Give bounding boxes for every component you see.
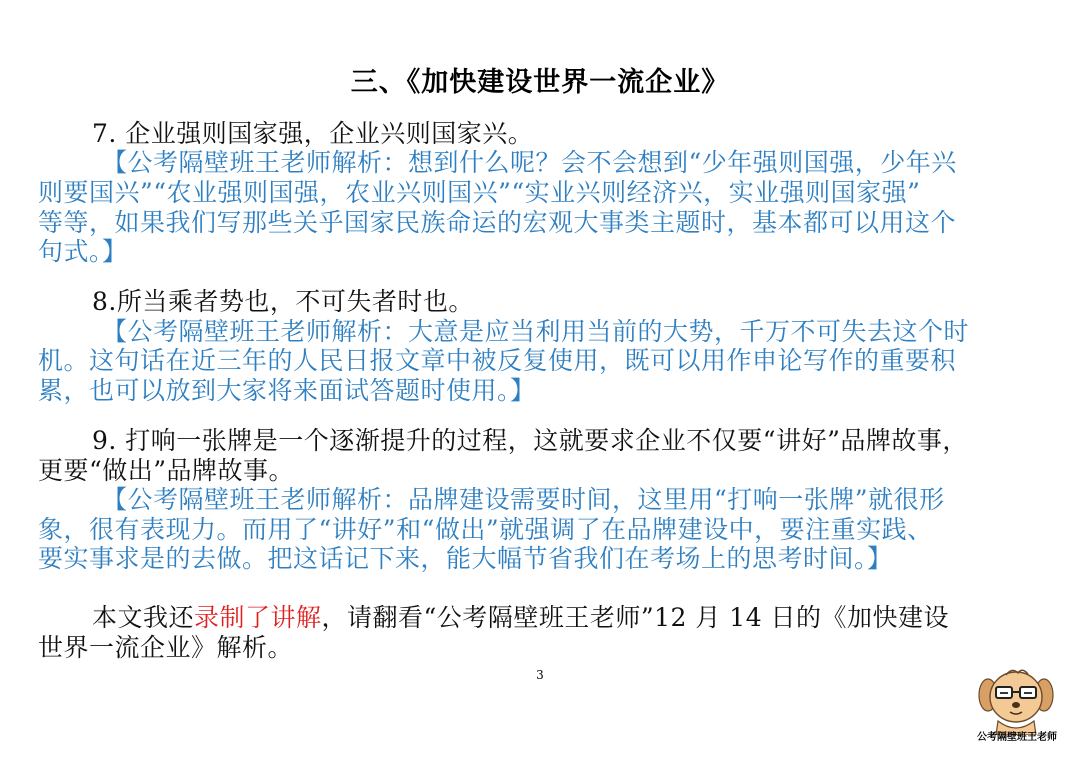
item-8-note-line-1: 【公考隔壁班王老师解析：大意是应当利用当前的大势，千万不可失去这个时 [102, 317, 970, 346]
page-number: 3 [536, 668, 544, 682]
item-9-note-line-1: 【公考隔壁班王老师解析：品牌建设需要时间，这里用“打响一张牌”就很形 [102, 485, 945, 514]
item-8-note-line-2: 机。这句话在近三年的人民日报文章中被反复使用，既可以用作申论写作的重要积 [38, 346, 957, 375]
item-7-text: 7. 企业强则国家强，企业兴则国家兴。 [92, 119, 534, 148]
item-8-text: 8.所当乘者势也，不可失者时也。 [92, 287, 474, 316]
closing-text-post: ，请翻看“公考隔壁班王老师”12 月 14 日的《加快建设 [321, 603, 950, 632]
item-9-note-line-2: 象，很有表现力。而用了“讲好”和“做出”就强调了在品牌建设中，要注重实践、 [38, 515, 933, 544]
item-9-text-line-2: 更要“做出”品牌故事。 [38, 456, 295, 485]
teacher-mascot-icon [976, 665, 1056, 735]
mascot-caption: 公考隔壁班王老师 [977, 732, 1057, 743]
item-8-note-line-3: 累，也可以放到大家将来面试答题时使用。】 [38, 376, 536, 405]
closing-text-pre: 本文我还 [92, 603, 195, 632]
item-7-note-line-1: 【公考隔壁班王老师解析：想到什么呢？会不会想到“少年强则国强，少年兴 [102, 148, 957, 177]
item-9-note-line-3: 要实事求是的去做。把这话记下来，能大幅节省我们在考场上的思考时间。】 [38, 544, 893, 573]
item-7-note-line-3: 等等，如果我们写那些关乎国家民族命运的宏观大事类主题时，基本都可以用这个 [38, 208, 957, 237]
recorded-lecture-highlight: 录制了讲解 [194, 603, 322, 632]
page-title: 三、《加快建设世界一流企业》 [350, 67, 730, 98]
item-7-note-line-2: 则要国兴”“农业强则国强，农业兴则国兴”“实业兴则经济兴，实业强则国家强” [38, 178, 921, 207]
item-7-note-line-4: 句式。】 [38, 237, 128, 266]
item-9-text-line-1: 9. 打响一张牌是一个逐渐提升的过程，这就要求企业不仅要“讲好”品牌故事， [92, 426, 968, 455]
closing-line-2: 世界一流企业》解析。 [38, 633, 294, 662]
